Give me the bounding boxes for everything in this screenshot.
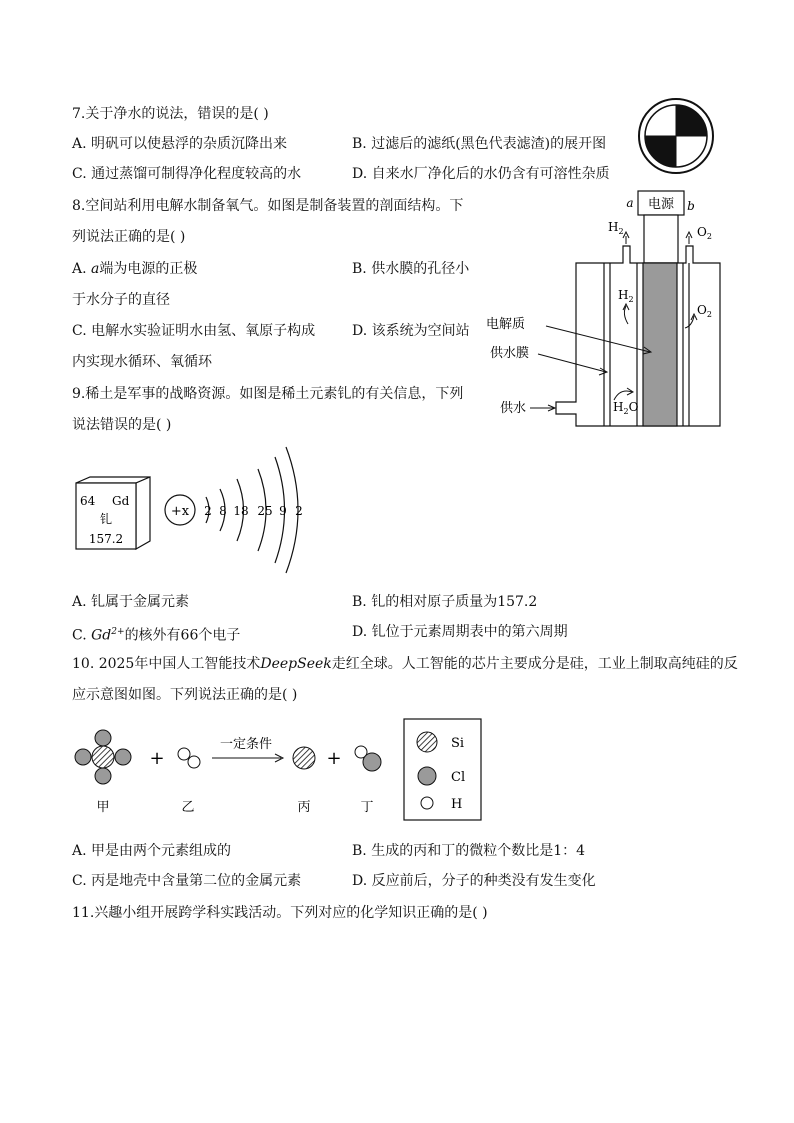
q9-option-b: B. 钆的相对原子质量为157.2: [352, 594, 538, 610]
product-ding-molecule: [355, 746, 381, 771]
power-source-label: 电源: [647, 197, 675, 212]
legend-h-icon: [421, 797, 433, 809]
h2o-label: $H_2O$: [613, 400, 639, 416]
label-ding: 丁: [360, 800, 374, 815]
shell-1-count: 2: [204, 504, 212, 518]
filter-paper-figure: [636, 96, 716, 176]
q9-option-a: A. 钆属于金属元素: [72, 594, 190, 610]
terminal-b-label: b: [687, 199, 695, 213]
electrolyte-label: 电解质: [486, 317, 526, 332]
legend-cl-label: Cl: [451, 770, 466, 785]
label-jia: 甲: [96, 800, 110, 815]
q8-option-d-line2: 内实现水循环、氧循环: [72, 354, 212, 370]
o2-inner-label: $O_2$: [697, 303, 712, 319]
q9-option-d: D. 钆位于元素周期表中的第六周期: [352, 624, 568, 640]
electrolyte-layer: [643, 263, 677, 426]
shell-6-count: 2: [295, 504, 303, 518]
terminal-a-label: a: [626, 196, 634, 210]
q9-stem-line2: 说法错误的是( ): [72, 417, 172, 433]
q8-stem-line1: 8.空间站利用电解水制备氧气。如图是制备装置的剖面结构。下: [72, 198, 464, 214]
shell-3-count: 18: [233, 504, 249, 518]
q9-option-c: C. $Gd^{2+}$的核外有66个电子: [72, 627, 241, 644]
electrolysis-device-figure: [480, 186, 730, 432]
q7-option-b: B. 过滤后的滤纸(黑色代表滤渣)的展开图: [352, 136, 607, 152]
q10-option-c: C. 丙是地壳中含量第二位的金属元素: [72, 873, 302, 889]
shell-5-count: 9: [279, 504, 287, 518]
membrane-label: 供水膜: [490, 346, 530, 361]
shell-4-count: 25: [257, 504, 273, 518]
q8-stem-line2: 列说法正确的是( ): [72, 229, 186, 245]
q8-option-a: A. a端为电源的正极: [72, 261, 198, 277]
q7-option-a: A. 明矾可以使悬浮的杂质沉降出来: [72, 136, 288, 152]
legend-si-icon: [417, 732, 437, 752]
q7-option-d: D. 自来水厂净化后的水仍含有可溶性杂质: [352, 166, 610, 182]
q10-option-b: B. 生成的丙和丁的微粒个数比是1：4: [352, 843, 586, 859]
q8-option-b-line1: B. 供水膜的孔径小: [352, 261, 470, 277]
legend-h-label: H: [451, 797, 463, 812]
legend-si-label: Si: [451, 736, 465, 751]
shell-2-count: 8: [219, 504, 227, 518]
nucleus-charge: +x: [170, 504, 190, 519]
reaction-diagram: [70, 716, 490, 826]
legend-box: [404, 719, 481, 820]
q8-option-c: C. 电解水实验证明水由氢、氧原子构成: [72, 323, 316, 339]
o2-outlet-label: $O_2$: [697, 225, 712, 241]
q7-option-c: C. 通过蒸馏可制得净化程度较高的水: [72, 166, 302, 182]
label-bing: 丙: [297, 800, 311, 815]
water-supply-label: 供水: [500, 401, 527, 416]
element-symbol: Gd: [112, 494, 130, 508]
q11-stem: 11.兴趣小组开展跨学科实践活动。下列对应的化学知识正确的是( ): [72, 905, 488, 921]
q7-stem: 7.关于净水的说法，错误的是( ): [72, 106, 269, 122]
element-name: 钆: [99, 512, 113, 526]
q10-stem-line1: 10. 2025年中国人工智能技术DeepSeek走红全球。人工智能的芯片主要成分是硅，工业上制取高纯硅的反: [72, 656, 738, 672]
plus-sign-1: +: [149, 748, 165, 769]
q8-option-d-line1: D. 该系统为空间站: [352, 323, 470, 339]
legend-cl-icon: [418, 767, 436, 785]
reaction-condition: 一定条件: [219, 737, 273, 752]
element-atomic-number: 64: [80, 494, 96, 508]
q10-stem-line2: 应示意图如图。下列说法正确的是( ): [72, 687, 298, 703]
reactant-yi-molecule: [178, 748, 200, 768]
q8-option-b-line2: 于水分子的直径: [72, 292, 170, 308]
gadolinium-info-figure: [70, 445, 320, 580]
label-yi: 乙: [181, 800, 195, 815]
h2-outlet-label: $H_2$: [608, 220, 624, 236]
q10-option-a: A. 甲是由两个元素组成的: [72, 843, 232, 859]
element-mass: 157.2: [88, 532, 124, 546]
plus-sign-2: +: [326, 748, 342, 769]
h2-inner-label: $H_2$: [618, 288, 634, 304]
q10-option-d: D. 反应前后，分子的种类没有发生变化: [352, 873, 596, 889]
product-bing-molecule: [293, 747, 315, 769]
reactant-jia-molecule: [75, 730, 131, 784]
q9-stem-line1: 9.稀土是军事的战略资源。如图是稀土元素钆的有关信息，下列: [72, 386, 464, 402]
